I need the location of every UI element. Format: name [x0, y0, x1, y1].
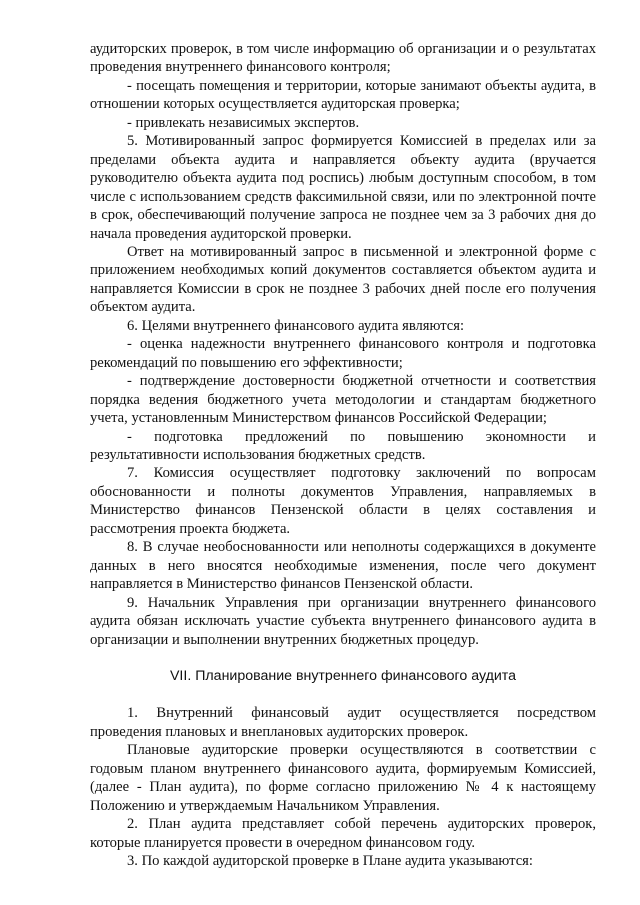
document-page [90, 40, 596, 870]
paragraph-item-5: 5. Мотивированный запрос формируется Комиссией в пределах или за пределами объекта аудита и направляется объекту аудита (вручается руководителю объекта аудита под роспись) любым доступным способом, в том числе с использованием средств факсимильной связи, или по электронной почте в срок, обеспечивающий получение запроса не позднее чем за 3 рабочих дня до начала проведения аудиторской проверки. [90, 133, 596, 242]
section-paragraph-planned: Плановые аудиторские проверки осуществляются в соответствии с годовым планом внутреннего финансового аудита, формируемым Комиссией, (далее - План аудита), по форме согласно приложению № 4 к настоящему Положению и утверждаемым Начальником Управления. [90, 742, 596, 814]
paragraph-response: Ответ на мотивированный запрос в письменной и электронной форме с приложением необходимых копий документов составляется объектом аудита и направляется Комиссии в срок не позднее 3 рабочих дней после его получения объектом аудита. [90, 243, 596, 316]
list-item-premises: - посещать помещения и территории, которые занимают объекты аудита, в отношении которых осуществляется аудиторская проверка; [90, 77, 596, 113]
list-item-reliability: - оценка надежности внутреннего финансового контроля и подготовка рекомендаций по повышению его эффективности; [90, 336, 596, 371]
paragraph-item-6: 6. Целями внутреннего финансового аудита являются: [127, 317, 465, 334]
section-heading: VII. Планирование внутреннего финансового аудита [169, 667, 517, 684]
section-paragraph-1: 1. Внутренний финансовый аудит осуществляется посредством проведения плановых и внеплановых аудиторских проверок. [90, 705, 596, 740]
list-item-reporting: - подтверждение достоверности бюджетной отчетности и соответствия порядка ведения бюджетного учета методологии и стандартам бюджетного учета, установленным Министерством финансов Российской Федерации; [90, 373, 596, 427]
list-item-experts: - привлекать независимых экспертов. [127, 114, 360, 131]
paragraph-item-9: 9. Начальник Управления при организации внутреннего финансового аудита обязан исключать участие субъекта внутреннего финансового аудита в организации и выполнении внутренних бюджетных процедур. [90, 594, 596, 648]
paragraph-item-8: 8. В случае необоснованности или неполноты содержащихся в документе данных в него вносятся необходимые изменения, после чего документ направляется в Министерство финансов Пензенской области. [90, 539, 596, 593]
paragraph-continuation: аудиторских проверок, в том числе информацию об организации и о результатах проведения внутреннего финансового контроля; [90, 41, 596, 76]
section-paragraph-3: 3. По каждой аудиторской проверке в Плане аудита указываются: [127, 853, 533, 870]
paragraph-item-7: 7. Комиссия осуществляет подготовку заключений по вопросам обоснованности и полноты документов Управления, направляемых в Министерство финансов Пензенской области в целях составления и рассмотрения проекта бюджета. [90, 465, 596, 537]
list-item-proposals: - подготовка предложений по повышению экономности и результативности использования бюджетных средств. [90, 428, 596, 463]
section-paragraph-2: 2. План аудита представляет собой перечень аудиторских проверок, которые планируется провести в очередном финансовом году. [90, 816, 596, 851]
